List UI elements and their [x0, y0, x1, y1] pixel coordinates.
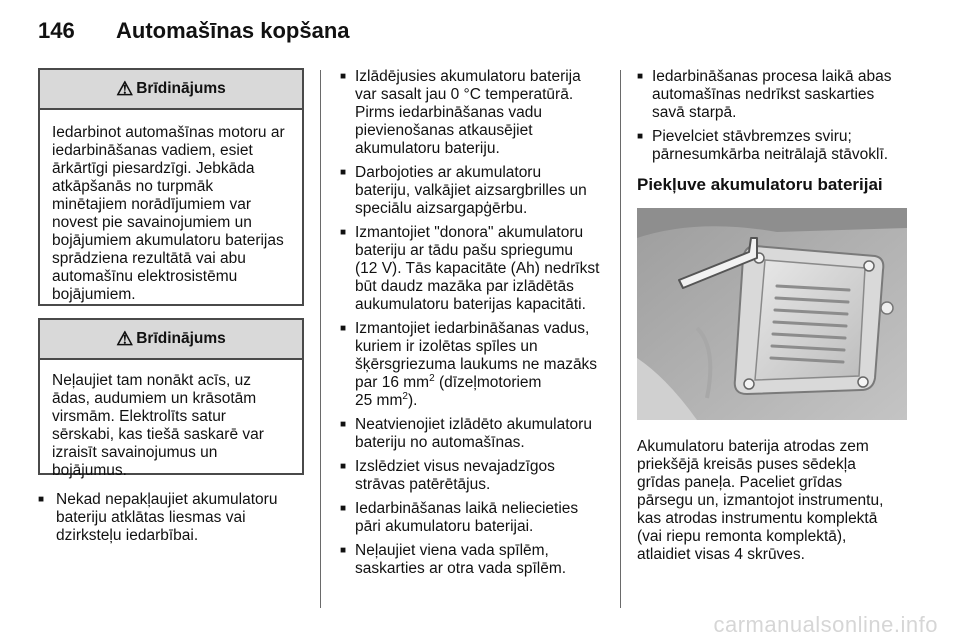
text-line: (dīzeļmotoriem: [434, 374, 542, 391]
list-item: ■ Neatvienojiet izlādēto akumulatoru bateriju no automašīnas.: [340, 416, 608, 452]
superscript: 2: [429, 372, 435, 384]
text-line: šķērsgriezuma laukums ne mazāks: [355, 356, 598, 373]
warning-body: [40, 110, 302, 304]
column-3: [637, 68, 907, 564]
warning-text: Iedarbinot automašīnas motoru ar iedarbināšanas vadiem, esiet ārkārtīgi piesardzīgi. Jebkāda atkāpšanās no turpmāk minētajiem norādījumiem var novest pie savainojumiem un bojājumiem akumulatoru baterijas sprādziena rezultātā vai abu automašīnu elektrosistēmu bojājumiem.: [52, 124, 285, 303]
bullet-list: [38, 491, 304, 545]
battery-cover-illustration: [637, 208, 907, 420]
warning-title: Brīdinājums: [136, 330, 226, 347]
list-item: ■ Izmantojiet "donora" akumulatoru bateriju ar tādu pašu spriegumu (12 V). Tās kapacitāte (Ah) nedrīkst būt daudz mazāka par izlādētās aukumulatoru baterijas kapacitāti.: [340, 224, 608, 314]
text-line: Izmantojiet iedarbināšanas vadus,: [355, 320, 590, 337]
text-line: 25 mm: [355, 392, 403, 409]
list-item-cable-spec: [340, 320, 608, 410]
battery-cover-drawing: [637, 208, 907, 420]
list-item: ■ Pievelciet stāvbremzes sviru; pārnesumkārba neitrālajā stāvoklī.: [637, 128, 907, 164]
warning-header: [40, 320, 302, 360]
column-1: [38, 68, 304, 551]
warning-body: [40, 360, 302, 479]
bullet-list: [637, 68, 907, 164]
list-item: ■ Neļaujiet viena vada spīlēm, saskarties ar otra vada spīlēm.: [340, 542, 608, 578]
warning-triangle-icon: ⚠: [116, 78, 134, 100]
text-line: ).: [407, 392, 418, 409]
bullet-list: [340, 68, 608, 578]
warning-box: [38, 318, 304, 479]
warning-triangle-icon: ⚠: [116, 328, 134, 350]
list-item: ■ Izlādējusies akumulatoru baterija var sasalt jau 0 °C temperatūrā. Pirms iedarbināšanas vadu pievienošanas atkausējiet akumulatoru bateriju.: [340, 68, 608, 158]
warning-box: [38, 68, 304, 306]
column-2: [340, 68, 608, 584]
warning-text: Neļaujiet tam nonākt acīs, uz ādas, audumiem un krāsotām virsmām. Elektrolīts satur sērskabi, kas tiešā saskarē var izraisīt savainojumus un bojājumus.: [52, 372, 264, 479]
warning-title: Brīdinājums: [136, 80, 226, 97]
text-line: par 16 mm: [355, 374, 430, 391]
list-item: ■ Nekad nepakļaujiet akumulatoru bateriju atklātas liesmas vai dzirksteļu iedarbībai.: [38, 491, 304, 545]
list-item: ■ Izslēdziet visus nevajadzīgos strāvas patērētājus.: [340, 458, 608, 494]
page-title: Automašīnas kopšana: [116, 18, 350, 43]
warning-header: [40, 70, 302, 110]
list-item: ■ Darbojoties ar akumulatoru bateriju, valkājiet aizsargbrilles un speciālu aizsargapģērbu.: [340, 164, 608, 218]
watermark: carmanualsonline.info: [713, 612, 938, 637]
superscript: 2: [402, 390, 408, 402]
list-item: ■ Iedarbināšanas laikā neliecieties pāri akumulatoru baterijai.: [340, 500, 608, 536]
column-divider-2: [620, 70, 621, 608]
column-divider-1: [320, 70, 321, 608]
figure-caption: Akumulatoru baterija atrodas zem priekšējā kreisās puses sēdekļa grīdas paneļa. Paceliet grīdas pārsegu un, izmantojot instrumentu, kas atrodas instrumentu komplektā (vai riepu remonta komplektā), atlaidiet visas 4 skrūves.: [637, 438, 884, 563]
text-line: kuriem ir izolētas spīles un: [355, 338, 538, 355]
list-item: ■ Iedarbināšanas procesa laikā abas automašīnas nedrīkst saskarties savā starpā.: [637, 68, 907, 122]
section-heading: Piekļuve akumulatoru baterijai: [637, 175, 883, 194]
page-number: 146: [38, 18, 75, 43]
